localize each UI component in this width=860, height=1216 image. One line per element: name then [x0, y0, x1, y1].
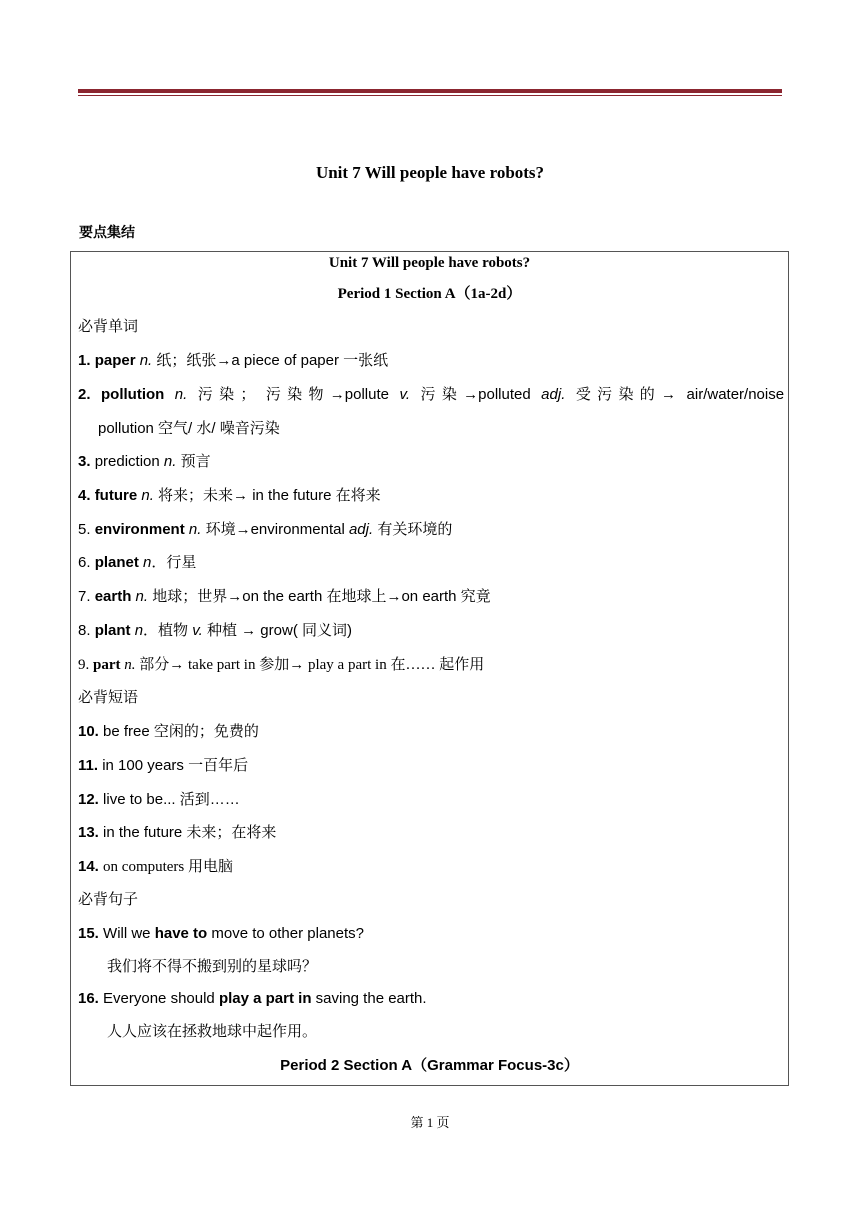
sentence-item-16-translation: 人人应该在拯救地球中起作用。 [107, 1023, 318, 1040]
period1-heading: Period 1 Section A（1a-2d） [337, 286, 522, 302]
word-item-2-continued: pollution 空气/ 水/ 噪音污染 [98, 420, 280, 437]
heading-words: 必背单词 [78, 318, 139, 335]
word-item-3: 3. prediction n. 预言 [78, 453, 211, 470]
word-item-5: 5. environment n. 环境→environmental adj. 有关环境的 [78, 521, 453, 538]
phrase-item-10: 10. be free 空闲的；免费的 [78, 723, 259, 740]
header-rule-thick [78, 89, 782, 93]
period2-heading: Period 2 Section A（Grammar Focus-3c） [280, 1057, 579, 1074]
sentence-item-15: 15. Will we have to move to other planets? [78, 925, 364, 942]
word-item-9: 9. part n. 部分→ take part in 参加→ play a part in 在…… 起作用 [78, 657, 485, 673]
page-footer: 第 1 页 [410, 1115, 450, 1130]
section-label: 要点集结 [79, 224, 135, 240]
word-item-1: 1. paper n. 纸；纸张→a piece of paper 一张纸 [78, 352, 389, 369]
phrase-item-13: 13. in the future 未来；在将来 [78, 824, 277, 841]
phrase-item-14: 14. on computers 用电脑 [78, 858, 234, 875]
header-rule-thin [78, 95, 782, 96]
document-title: Unit 7 Will people have robots? [315, 163, 545, 182]
heading-phrases: 必背短语 [78, 689, 139, 706]
sentence-item-16: 16. Everyone should play a part in saving the earth. [78, 990, 427, 1007]
word-item-2: 2. pollution n. 污染； 污染物→pollute v. 污染→polluted adj. 受污染的→ air/water/noise [78, 386, 785, 403]
word-item-8: 8. plant n．植物 v. 种植 → grow( 同义词) [78, 622, 352, 639]
word-item-6: 6. planet n．行星 [78, 554, 197, 571]
sentence-item-15-translation: 我们将不得不搬到别的星球吗？ [107, 958, 318, 975]
word-item-4: 4. future n. 将来；未来→ in the future 在将来 [78, 487, 381, 504]
word-item-7: 7. earth n. 地球；世界→on the earth 在地球上→on earth 究竟 [78, 588, 491, 605]
heading-sentences: 必背句子 [78, 891, 139, 908]
phrase-item-11: 11. in 100 years 一百年后 [78, 757, 249, 774]
phrase-item-12: 12. live to be... 活到…… [78, 791, 240, 808]
box-title: Unit 7 Will people have robots? [328, 255, 531, 271]
